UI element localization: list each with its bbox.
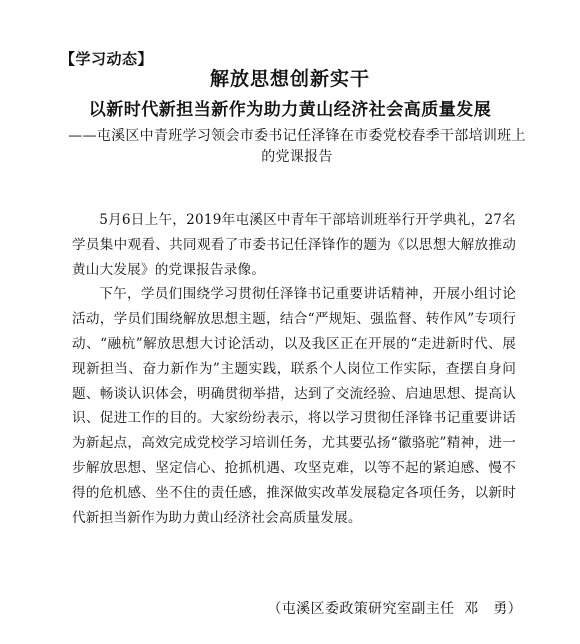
body-paragraph-1: 5月6日上午，2019年屯溪区中青年干部培训班举行开学典礼，27名学员集中观看、共同观看了市委书记任泽锋作的题为《以思想大解放推动黄山大发展》的党课报告录像。: [72, 212, 516, 278]
article-body: [72, 208, 516, 530]
article-title: 解放思想创新实干: [209, 68, 370, 90]
article-byline: ——屯溪区中青班学习领会市委书记任泽锋在市委党校春季干部培训班上的党课报告: [68, 128, 526, 165]
section-tag: 【学习动态】: [60, 50, 154, 68]
article-subtitle: 以新时代新担当新作为助力黄山经济社会高质量发展: [88, 100, 492, 120]
body-paragraph-2: 下午，学员们围绕学习贯彻任泽锋书记重要讲话精神，开展小组讨论活动，学员们围绕解放思想主题，结合“严规矩、强监督、转作风”专项行动、“融杭”解放思想大讨论活动，以及我区正在开展的“走进新时代、展现新担当、奋力新作为”主题实践，联系个人岗位工作实际，查摆自身问题、畅谈认识体会，明确贯彻举措，达到了交流经验、启迪思想、提高认识、促进工作的目的。大家纷纷表示，将以学习贯彻任泽锋书记重要讲话为新起点，高效完成党校学习培训任务，尤其要弘扬“徽骆驼”精神，进一步解放思想、坚定信心、抢抓机遇、攻坚克难，以等不起的紧迫感、慢不得的危机感、坐不住的责任感，推深做实改革发展稳定各项任务，以新时代新担当新作为助力黄山经济社会高质量发展。: [72, 286, 516, 526]
author-signature: （屯溪区委政策研究室副主任 邓 勇）: [267, 601, 522, 617]
